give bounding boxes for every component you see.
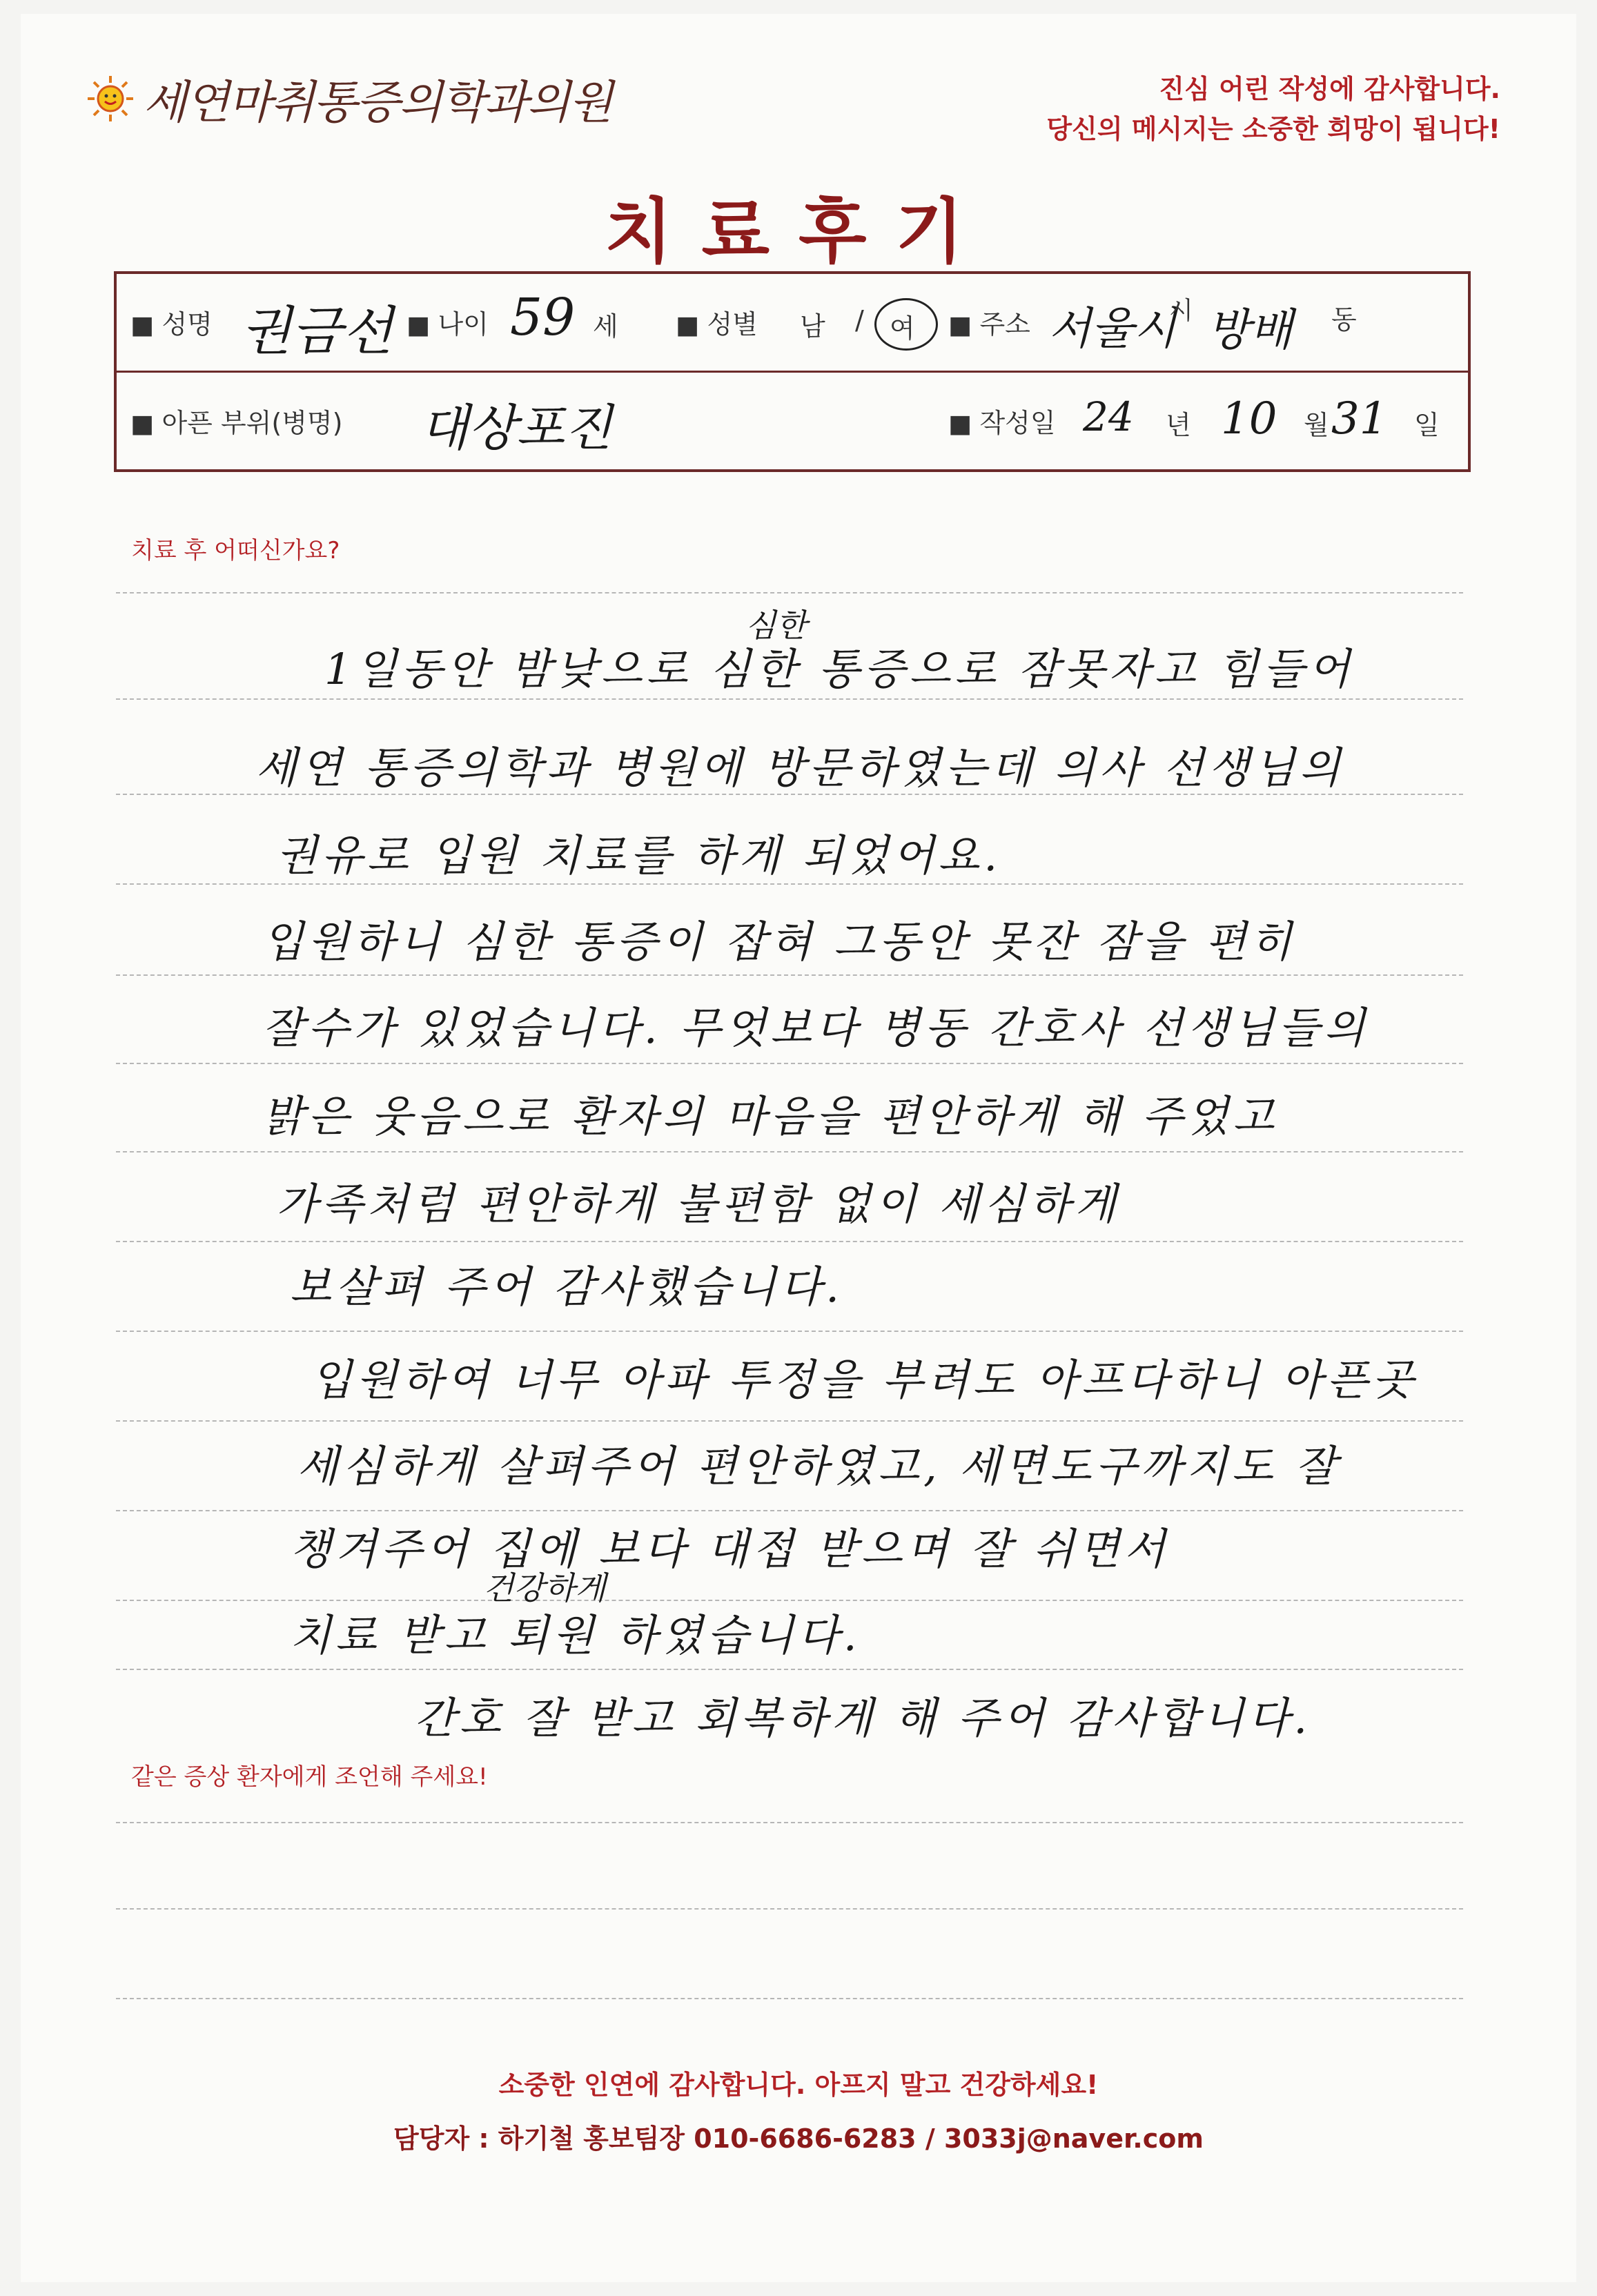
review-line-2: 세연 통증의학과 병원에 방문하였는데 의사 선생님의: [255, 743, 1345, 793]
clinic-name: 세연마취통증의학과의원: [143, 76, 612, 129]
insert-note-2: 건강하게: [483, 1569, 606, 1607]
ruled-line: [116, 1420, 1463, 1422]
insert-note-1: 심한: [745, 607, 807, 644]
info-row-2: [117, 371, 1468, 469]
review-line-8: 보살펴 주어 감사했습니다.: [290, 1262, 843, 1312]
review-line-7: 가족처럼 편안하게 불편함 없이 세심하게: [276, 1179, 1120, 1229]
footer-contact: 담당자 : 하기철 홍보팀장 010-6686-6283 / 3033j@naver.com: [393, 2123, 1204, 2154]
day-unit: 일: [1414, 410, 1440, 440]
question-advice-for-patients: 같은 증상 환자에게 조언해 주세요!: [131, 1763, 488, 1791]
ruled-line: [116, 883, 1463, 885]
condition-label: ■ 아픈 부위(병명): [130, 402, 342, 440]
sex-female: 여: [890, 313, 915, 344]
review-line-5: 잘수가 있었습니다. 무엇보다 병동 간호사 선생님들의: [262, 1003, 1369, 1053]
footer-thanks: 소중한 인연에 감사합니다. 아프지 말고 건강하세요!: [498, 2070, 1099, 2100]
address-dong: 방배: [1207, 305, 1293, 356]
ruled-line: [116, 592, 1463, 593]
ruled-line: [116, 1063, 1463, 1064]
address-city-unit: 시: [1169, 297, 1193, 325]
clinic-logo: [86, 66, 611, 131]
ruled-line: [116, 974, 1463, 976]
year-unit: 년: [1166, 410, 1191, 440]
date-month: 10: [1221, 393, 1277, 444]
question-how-after-treatment: 치료 후 어떠신가요?: [131, 537, 340, 565]
header-message-line-2: 당신의 메시지는 소중한 희망이 됩니다!: [1046, 114, 1500, 144]
age-value: 59: [510, 288, 576, 347]
sex-label: ■ 성별: [676, 303, 758, 341]
ruled-line: [116, 1151, 1463, 1152]
review-line-10: 세심하게 살펴주어 편안하였고, 세면도구까지도 잘: [297, 1441, 1341, 1491]
info-row-1: [117, 274, 1468, 371]
patient-info-box: [114, 271, 1471, 472]
age-unit: 세: [593, 311, 618, 342]
month-unit: 월: [1304, 410, 1329, 440]
header-message: [1046, 69, 1500, 149]
header-message-line-1: 진심 어린 작성에 감사합니다.: [1159, 74, 1500, 104]
page-title: 치료후기: [604, 191, 993, 273]
ruled-line: [116, 1331, 1463, 1332]
ruled-line: [116, 1998, 1463, 1999]
address-dong-unit: 동: [1331, 304, 1357, 335]
age-label: ■ 나이: [406, 303, 489, 341]
address-label: ■ 주소: [948, 303, 1030, 341]
ruled-line: [116, 1241, 1463, 1242]
review-line-6: 밝은 웃음으로 환자의 마음을 편안하게 해 주었고: [262, 1091, 1279, 1141]
ruled-line: [116, 698, 1463, 700]
review-line-11: 챙겨주어 집에 보다 대접 받으며 잘 쉬면서: [290, 1524, 1170, 1574]
sex-male: 남: [800, 311, 825, 342]
date-label: ■ 작성일: [948, 402, 1056, 440]
date-day: 31: [1331, 393, 1388, 444]
review-line-12: 치료 받고 퇴원 하였습니다.: [290, 1610, 861, 1660]
ruled-line: [116, 794, 1463, 795]
name-value: 권금선: [241, 300, 393, 362]
sun-smiley-icon: [86, 75, 135, 123]
review-line-13: 간호 잘 받고 회복하게 해 주어 감사합니다.: [414, 1693, 1312, 1743]
review-line-9: 입원하여 너무 아파 투정을 부려도 아프다하니 아픈곳: [311, 1355, 1418, 1405]
ruled-line: [116, 1908, 1463, 1910]
date-year: 24: [1083, 393, 1134, 440]
review-line-3: 권유로 입원 치료를 하게 되었어요.: [276, 830, 1002, 881]
address-city: 서울시: [1048, 304, 1177, 355]
review-line-1: 1일동안 밤낮으로 심한 통증으로 잠못자고 힘들어: [324, 644, 1354, 694]
condition-value: 대상포진: [420, 399, 613, 457]
ruled-line: [116, 1822, 1463, 1823]
name-label: ■ 성명: [130, 303, 213, 341]
sex-separator: /: [855, 305, 864, 335]
ruled-line: [116, 1669, 1463, 1670]
ruled-line: [116, 1510, 1463, 1511]
review-line-4: 입원하니 심한 통증이 잡혀 그동안 못잔 잠을 편히: [262, 916, 1296, 967]
